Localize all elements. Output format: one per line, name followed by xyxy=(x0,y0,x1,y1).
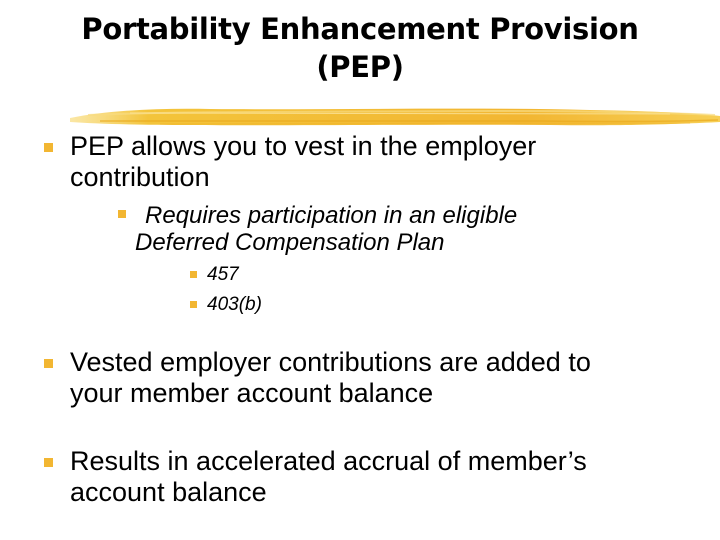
bullet-text: contribution xyxy=(70,162,210,192)
bullet-square-icon xyxy=(44,458,53,467)
sub-sub-bullet-item xyxy=(207,263,239,287)
bullet-item xyxy=(70,131,700,193)
bullet-square-icon xyxy=(44,143,53,152)
title-line-1: Portability Enhancement Provision xyxy=(81,12,639,46)
sub-bullet-item xyxy=(135,202,695,256)
bullet-text: Results in accelerated accrual of member’s xyxy=(70,446,587,476)
slide-title xyxy=(20,10,700,86)
brush-stroke-divider xyxy=(70,100,720,134)
bullet-square-icon xyxy=(118,210,126,218)
bullet-square-icon xyxy=(190,271,197,278)
bullet-text: Vested employer contributions are added to xyxy=(70,347,591,377)
sub-bullet-text: Deferred Compensation Plan xyxy=(135,229,445,256)
bullet-square-icon xyxy=(44,359,53,368)
sub-sub-bullet-item xyxy=(207,293,262,317)
sub-sub-bullet-text: 403(b) xyxy=(207,294,262,315)
bullet-text: PEP allows you to vest in the employer xyxy=(70,131,537,161)
bullet-text: account balance xyxy=(70,477,267,507)
sub-bullet-text: Requires participation in an eligible xyxy=(145,202,518,229)
sub-sub-bullet-text: 457 xyxy=(207,264,239,285)
bullet-item xyxy=(70,347,710,409)
bullet-item xyxy=(70,446,710,508)
bullet-text: your member account balance xyxy=(70,378,434,408)
bullet-square-icon xyxy=(190,301,197,308)
title-line-2: (PEP) xyxy=(316,50,404,84)
